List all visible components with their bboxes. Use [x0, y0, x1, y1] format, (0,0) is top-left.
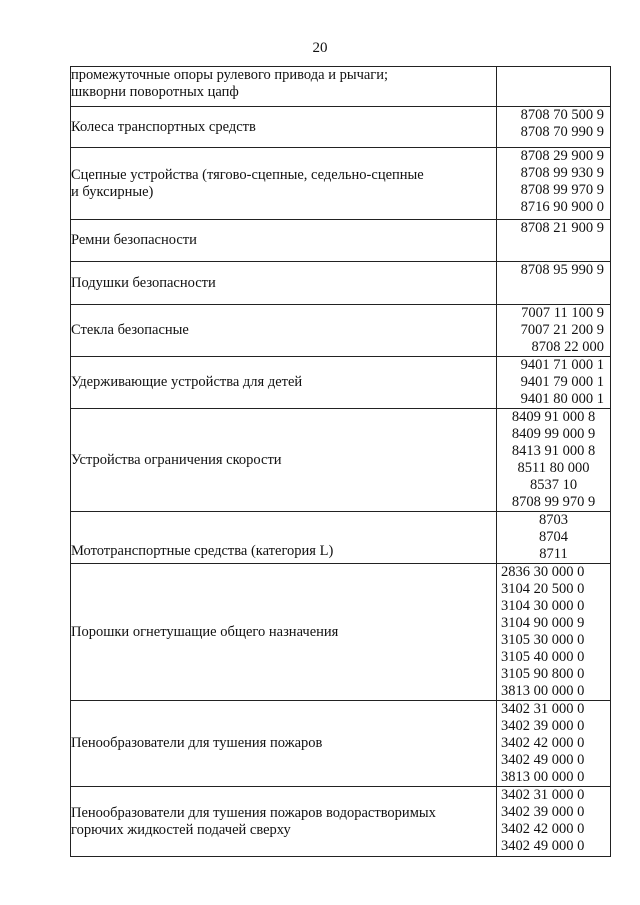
table-row: [71, 409, 611, 512]
table-row: [71, 357, 611, 409]
table-row: [71, 305, 611, 357]
item-name: Подушки безопасности: [71, 274, 216, 291]
tnved-codes-cell: [497, 107, 611, 148]
item-name: Устройства ограничения скорости: [71, 451, 282, 468]
tnved-code: 7007 21 200 9: [520, 322, 604, 338]
tnved-code: 3402 31 000 0: [501, 787, 585, 803]
item-name: Пенообразователи для тушения пожаров водорастворимых горючих жидкостей подачей сверху: [71, 804, 436, 838]
tnved-code: 3105 40 000 0: [501, 649, 585, 665]
tnved-code: 3402 31 000 0: [501, 701, 585, 717]
tnved-code: 2836 30 000 0: [501, 564, 585, 580]
item-name-cell: [71, 262, 497, 305]
tnved-code: 8413 91 000 8: [511, 443, 596, 459]
tnved-code: 8708 21 900 9: [520, 220, 604, 236]
tnved-code: 9401 71 000 1: [520, 357, 604, 373]
tnved-code: 3104 20 500 0: [501, 581, 585, 597]
tnved-code: 3813 00 000 0: [501, 769, 585, 785]
item-name: Стекла безопасные: [71, 322, 189, 338]
tnved-code: 8511 80 000: [517, 460, 590, 476]
tnved-codes-cell: [497, 148, 611, 220]
tnved-code: 8537 10: [529, 477, 578, 493]
tnved-code: 8708 95 990 9: [520, 262, 604, 278]
tnved-codes-cell: [497, 305, 611, 357]
item-name-cell: [71, 409, 497, 512]
tnved-codes-cell: [497, 409, 611, 512]
tnved-code: 3104 90 000 9: [501, 615, 585, 631]
tnved-codes-cell: [497, 220, 611, 262]
tnved-codes-cell: [497, 67, 611, 107]
tnved-code: 3813 00 000 0: [501, 683, 585, 699]
tnved-code: 8708 70 990 9: [520, 124, 604, 140]
tnved-code: 8703: [539, 512, 568, 528]
item-name-cell: [71, 564, 497, 701]
tnved-codes-cell: [497, 512, 611, 564]
tnved-code: 8716 90 900 0: [520, 199, 604, 215]
table-row: [71, 262, 611, 305]
tnved-code: 3402 42 000 0: [501, 735, 585, 751]
item-name: Колеса транспортных средств: [71, 118, 256, 135]
tnved-code: 8708 99 930 9: [520, 165, 604, 181]
item-name-cell: [71, 701, 497, 787]
item-name-cell: [71, 357, 497, 409]
tnved-code: 8708 99 970 9: [520, 182, 604, 198]
tnved-code: 3105 90 800 0: [501, 666, 585, 682]
item-name-cell: [71, 787, 497, 857]
table-row: [71, 512, 611, 564]
table-row: [71, 787, 611, 857]
tnved-code: 8711: [539, 546, 568, 562]
tnved-code: 8708 22 000: [531, 339, 604, 355]
tnved-code: 8708 70 500 9: [520, 107, 604, 123]
codes-table: [70, 66, 611, 857]
tnved-codes-cell: [497, 701, 611, 787]
tnved-codes-cell: [497, 564, 611, 701]
item-name: промежуточные опоры рулевого привода и рычаги; шкворни поворотных цапф: [71, 67, 389, 100]
item-name: Ремни безопасности: [71, 232, 197, 248]
item-name: Сцепные устройства (тягово-сцепные, седельно-сцепные и буксирные): [71, 166, 424, 200]
tnved-codes-cell: [497, 787, 611, 857]
table-row: [71, 107, 611, 148]
tnved-code: 3402 39 000 0: [501, 718, 585, 734]
item-name-cell: [71, 67, 497, 107]
item-name: Пенообразователи для тушения пожаров: [71, 735, 323, 751]
item-name-cell: [71, 512, 497, 564]
tnved-code: 9401 80 000 1: [520, 391, 604, 407]
tnved-code: 8708 99 970 9: [511, 494, 596, 510]
item-name-cell: [71, 148, 497, 220]
tnved-codes-cell: [497, 357, 611, 409]
tnved-code: 3105 30 000 0: [501, 632, 585, 648]
page-number: 20: [312, 40, 328, 56]
tnved-code: 3402 39 000 0: [501, 804, 585, 820]
item-name: Мототранспортные средства (категория L): [71, 543, 334, 559]
item-name-cell: [71, 220, 497, 262]
tnved-code: 3104 30 000 0: [501, 598, 585, 614]
tnved-code: 3402 42 000 0: [501, 821, 585, 837]
item-name-cell: [71, 107, 497, 148]
tnved-codes-cell: [497, 262, 611, 305]
table-row: [71, 67, 611, 107]
tnved-code: 3402 49 000 0: [501, 752, 585, 768]
tnved-code: 8704: [539, 529, 568, 545]
item-name: Удерживающие устройства для детей: [71, 374, 303, 390]
tnved-code: 3402 49 000 0: [501, 838, 585, 854]
tnved-code: 7007 11 100 9: [521, 305, 604, 321]
table-row: [71, 148, 611, 220]
tnved-code: 8708 29 900 9: [520, 148, 604, 164]
table-body: [71, 67, 611, 857]
tnved-code: 9401 79 000 1: [520, 374, 604, 390]
table-row: [71, 564, 611, 701]
tnved-code: 8409 99 000 9: [511, 426, 596, 442]
tnved-code: 8409 91 000 8: [511, 409, 596, 425]
table-row: [71, 220, 611, 262]
table-row: [71, 701, 611, 787]
item-name-cell: [71, 305, 497, 357]
item-name: Порошки огнетушащие общего назначения: [71, 623, 339, 640]
